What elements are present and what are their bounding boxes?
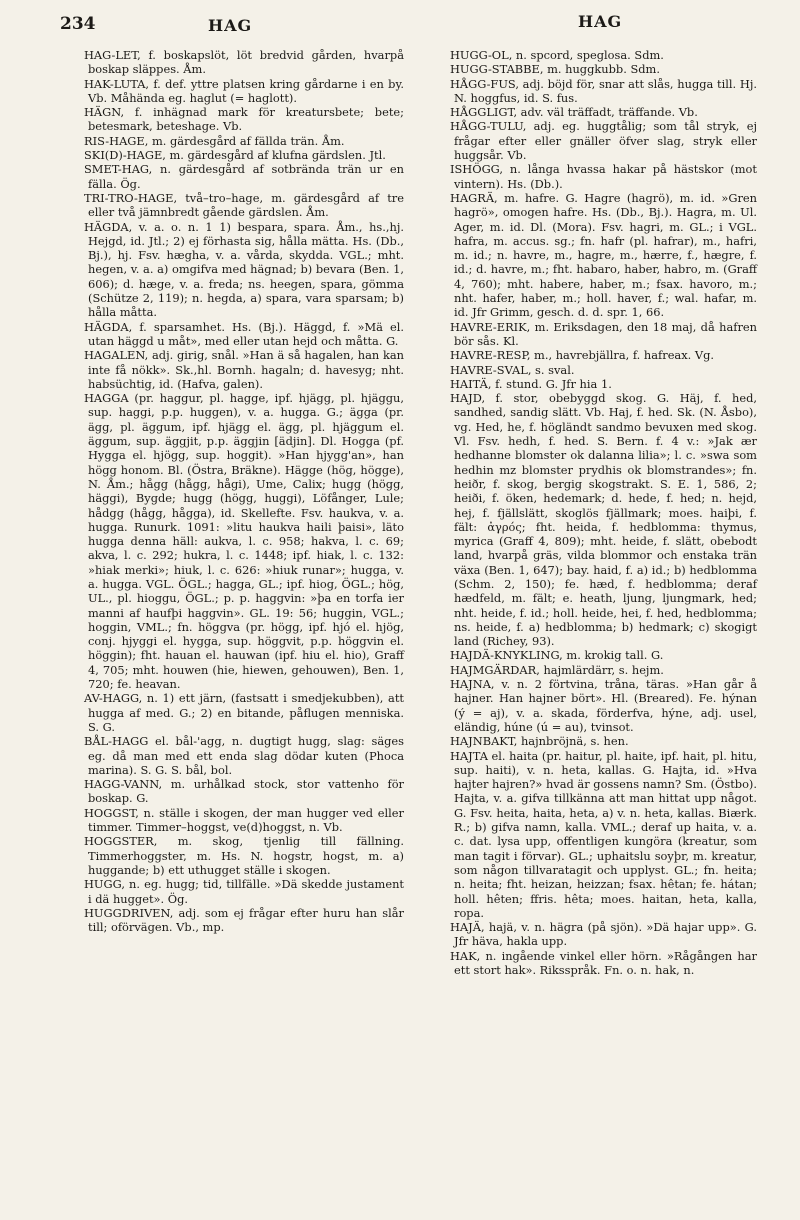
entry-hugg-ol: HUGG-OL, n. spcord, speglosa. Sdm. — [450, 48, 664, 62]
entry-havre-resp: HAVRE-RESP, m., havrebjällra, f. hafreax. Vg. — [450, 348, 715, 363]
entry-hajd: HAJD, f. stor, obebyggd skog. G. Häj, f. hed, sandhed, sandig slätt. Vb. Haj, f. hed. Sk. (N. Åsbo), vg. Hed, he, f. högländt sandmo bevuxen med skog. Vl. Fsv. hedh, f. hed. S. Bern. f. 4 v.: »Jak ær hedhanne blomster ok dalanna lilia»; l. c. »swa som hedhin mz blomster prydhis ok blomstrandes»; fn. heiðr, f. skog, bergig skogstrakt. S. E. 1, 586, 2; heiði, f. öken, hedemark; d. hede, f. hed; n. hejd, hej, f. fjällslätt, skoglös fjällmark; moes. haiþi, f. fält: ἀγρός; fht. heida, f. hedblomma: thymus, myrica (Graff 4, 809); mht. heide, f. slätt, obebodt land, hvarpå gräs, vilda blommor och enstaka trän växa (Ben. 1, 647); bay. haid, f. a) id.; b) hedblomma (Schm. 2, 150); fe. hæd, f. hedblomma; deraf hædfeld, m. fält; e. heath, ljung, ljungmark, hed; nht. heide, f. id.; holl. heide, hei, f. hed, hedblomma; ns. heide, f. a) hedblomma; b) hedmark; c) skogigt land (Richey, 93). — [450, 391, 757, 649]
entry-hagg-fus: HÅGG-FUS, adj. böjd för, snar att slås, hugga till. Hj. N. hoggfus, id. S. fus. — [450, 76, 757, 105]
entry-hagda-verb: HÄGDA, v. a. o. n. 1 1) bespara, spara. Åm., hs.,hj. Hejgd, id. Jtl.; 2) ej förhasta sig, hålla mätta. Hs. (Db., Bj.), hj. Fsv. hægha, v. a. vårda, skydda. VGL.; mht. hegen, v. a. a) omgifva med hägnad; b) bevara (Ben. 1, 606); d. hæge, v. a. freda; ns. heegen, spara, gömma (Schütze 2, 119); n. hegda, a) spara, vara sparsam; b) hålla måtta. — [84, 219, 404, 320]
entry-ski-hage: SKI(D)-HAGE, m. gärdesgård af klufna gärdslen. Jtl. — [84, 148, 386, 163]
entry-hagalen: HAGALEN, adj. girig, snål. »Han ä så hagalen, han kan inte få nökk». Sk.,hl. Bornh. hagaln; d. havesyg; nht. habsüchtig, id. (Hafva, galen). — [84, 348, 404, 391]
entry-hagg-tulu: HÅGG-TULU, adj. eg. huggtålig; som tål stryk, ej frågar efter eller gnäller öfver slag, stryk eller huggsår. Vb. — [450, 119, 757, 163]
entry-hagda-noun: HÄGDA, f. sparsamhet. Hs. (Bj.). Häggd, f. »Mä el. utan häggd u måt», med eller utan hejd och måtta. G. — [84, 319, 404, 348]
entry-hagg-vann: HAGG-VANN, m. urhålkad stock, stor vattenho för boskap. G. — [84, 777, 404, 806]
entry-hajna: HAJNA, v. n. 2 förtvina, tråna, täras. »Han går å hajner. Han hajner bört». Hl. (Breared). Fe. hýnan (ý = aj), v. a. skada, förderfva, hýne, adj. usel, eländig, húne (ú = au), tvinsot. — [450, 677, 757, 734]
right-column — [450, 48, 757, 977]
entry-ishogg: ISHÖGG, n. långa hvassa hakar på hästskor (mot vintern). Hs. (Db.). — [450, 162, 757, 191]
entry-huggdriven: HUGGDRIVEN, adj. som ej frågar efter huru han slår till; oförvägen. Vb., mp. — [84, 905, 404, 935]
entry-hugg-stabbe: HUGG-STABBE, m. huggkubb. Sdm. — [450, 62, 660, 77]
entry-bal-hagg: BÅL-HAGG el. bål-'agg, n. dugtigt hugg, slag: säges eg. då man med ett enda slag dödar kuten (Phoca marina). S. G. S. bål, bol. — [84, 734, 404, 777]
left-column — [84, 48, 404, 934]
entry-hajta: HAJTA el. haita (pr. haitur, pl. haite, ipf. hait, pl. hitu, sup. haiti), v. n. heta, kallas. G. Hajta, id. »Hva hajter hajren?» hvad är gossens namn? Sm. (Östbo). Hajta, v. a. gifva tillkänna att man hittat upp något. G. Fsv. heita, haita, heta, a) v. n. heta, kallas. Biærk. R.; b) gifva namn, kalla. VML.; deraf up haita, v. a. c. dat. lysa upp, offentligen kungöra (kreatur, som man tagit i förvar). GL.; uphaitslu soyþr, m. kreatur, som någon tillvaratagit och upplyst. GL.; fn. heita; n. heita; fht. heizan, heizzan; fsax. hêtan; fe. hátan; holl. hêten; ffris. hêta; moes. haitan, heta, kalla, ropa. — [450, 748, 757, 920]
entry-tri-tro-hage: TRI-TRO-HAGE, två–tro–hage, m. gärdesgård af tre eller två jämnbredt gående gärdslen. Åm. — [84, 190, 404, 220]
entry-hak-luta: HAK-LUTA, f. def. yttre platsen kring gårdarne i en by. Vb. Måhända eg. haglut (= haglott). — [84, 76, 404, 105]
entry-hak: HAK, n. ingående vinkel eller hörn. »Rågången har ett stort hak». Riksspråk. Fn. o. n. hak, n. — [450, 948, 757, 977]
page-number: 234 — [60, 14, 96, 34]
entry-hugg: HUGG, n. eg. hugg; tid, tillfälle. »Dä skedde justament i dä hugget». Ög. — [84, 877, 404, 906]
entry-hajnbakt: HAJNBAKT, hajnbröjnä, s. hen. — [450, 734, 629, 749]
entry-hagra: HAGRÄ, m. hafre. G. Hagre (hagrö), m. id. »Gren hagrö», omogen hafre. Hs. (Db., Bj.). Hagra, m. Ul. Ager, m. id. Dl. (Mora). Fsv. hagri, m. GL.; i VGL. hafra, m. accus. sg.; fn. hafr (pl. hafrar), m., hafri, m. id.; n. havre, m., hagre, m., hærre, f., hægre, f. id.; d. havre, m.; fht. habaro, haber, habro, m. (Graff 4, 760); mht. habere, haber, m.; fsax. havoro, m.; nht. hafer, haber, m.; holl. haver, f.; wal. hafar, m. id. Jfr Grimm, gesch. d. d. spr. 1, 66. — [450, 190, 757, 320]
entry-haita: HAITÄ, f. stund. G. Jfr hia 1. — [450, 376, 612, 391]
entry-hoggster: HOGGSTER, m. skog, tjenlig till fällning. Timmerhoggster, m. Hs. N. hogstr, hogst, m. a) huggande; b) ett uthugget ställe i skogen. — [84, 834, 404, 877]
entry-hajda-knykling: HAJDÄ-KNYKLING, m. krokig tall. G. — [450, 648, 664, 663]
entry-ris-hage: RIS-HAGE, m. gärdesgård af fällda trän. Åm. — [84, 133, 345, 148]
running-head-left: HAG — [208, 16, 253, 35]
entry-hajmgardar: HAJMGÄRDAR, hajmlärdärr, s. hejm. — [450, 662, 664, 677]
running-head-right: HAG — [578, 12, 623, 31]
entry-hag-let: HAG-LET, f. boskapslöt, löt bredvid gården, hvarpå boskap släppes. Åm. — [84, 48, 404, 77]
entry-av-hagg: AV-HAGG, n. 1) ett järn, (fastsatt i smedjekubben), att hugga af med. G.; 2) en bitande, påflugen menniska. S. G. — [84, 691, 404, 734]
entry-hagga: HAGGA (pr. haggur, pl. hagge, ipf. hjägg, pl. hjäggu, sup. haggi, p.p. huggen), v. a. hugga. G.; ägga (pr. ägg, pl. äggum, ipf. hjägg el. ägg, pl. hjäggum el. äggum, sup. äggjit, p.p. äggjin [ädjin]. Dl. Hogga (pf. Hygga el. hjögg, sup. hoggit). »Han hjygg'an», han högg honom. Bl. (Östra, Bräkne). Hägge (hög, högge), N. Åm.; hågg (hågg, hågi), Ume, Calix; hugg (högg, häggi), Bygde; hugg (högg, huggi), Löfånger, Lule; hådgg (hågg, hågga), id. Skellefte. Fsv. haukva, v. a. hugga. Runurk. 1091: »litu haukva haili þaisi», läto hugga denna häll: aukva, l. c. 958; hakva, l. c. 69; akva, l. c. 292; hukra, l. c. 1448; ipf. hiak, l. c. 132: »hiak merki»; hiuk, l. c. 626: »hiuk runar»; hugga, v. a. hugga. VGL. ÖGL.; hagga, GL.; ipf. hiog, ÖGL.; hög, UL., pl. hioggu, ÖGL.; p. p. haggvin: »þa en torfa ier manni af haufþi haggvin». GL. 19: 56; huggin, VGL.; hoggin, VML.; fn. höggva (pr. högg, ipf. hjó el. hjög, conj. hjyggi el. hygga, sup. höggvit, p.p. höggvin el. höggin); fht. hauan el. hauwan (ipf. hiu el. hio), Graff 4, 705; mht. houwen (hie, hiewen, gehouwen), Ben. 1, 720; fe. heavan. — [84, 391, 404, 692]
entry-hagn: HÄGN, f. inhägnad mark för kreatursbete; bete; betesmark, beteshage. Vb. — [84, 105, 404, 134]
entry-hoggst: HOGGST, n. ställe i skogen, der man hugger ved eller timmer. Timmer–hoggst, ve(d)hoggst, n. Vb. — [84, 805, 404, 835]
page-header — [0, 0, 800, 40]
entry-smet-hag: SMET-HAG, n. gärdesgård af sotbrända trän ur en fälla. Ög. — [84, 162, 404, 191]
entry-havre-erik: HAVRE-ERIK, m. Eriksdagen, den 18 maj, då hafren bör sås. Kl. — [450, 319, 757, 348]
entry-havre-sval: HAVRE-SVAL, s. sval. — [450, 362, 575, 377]
entry-haja: HAJÄ, hajä, v. n. hägra (på sjön). »Dä hajar upp». G. Jfr häva, hakla upp. — [450, 920, 757, 949]
entry-haggligt: HÅGGLIGT, adv. väl träffadt, träffande. Vb. — [450, 105, 698, 120]
